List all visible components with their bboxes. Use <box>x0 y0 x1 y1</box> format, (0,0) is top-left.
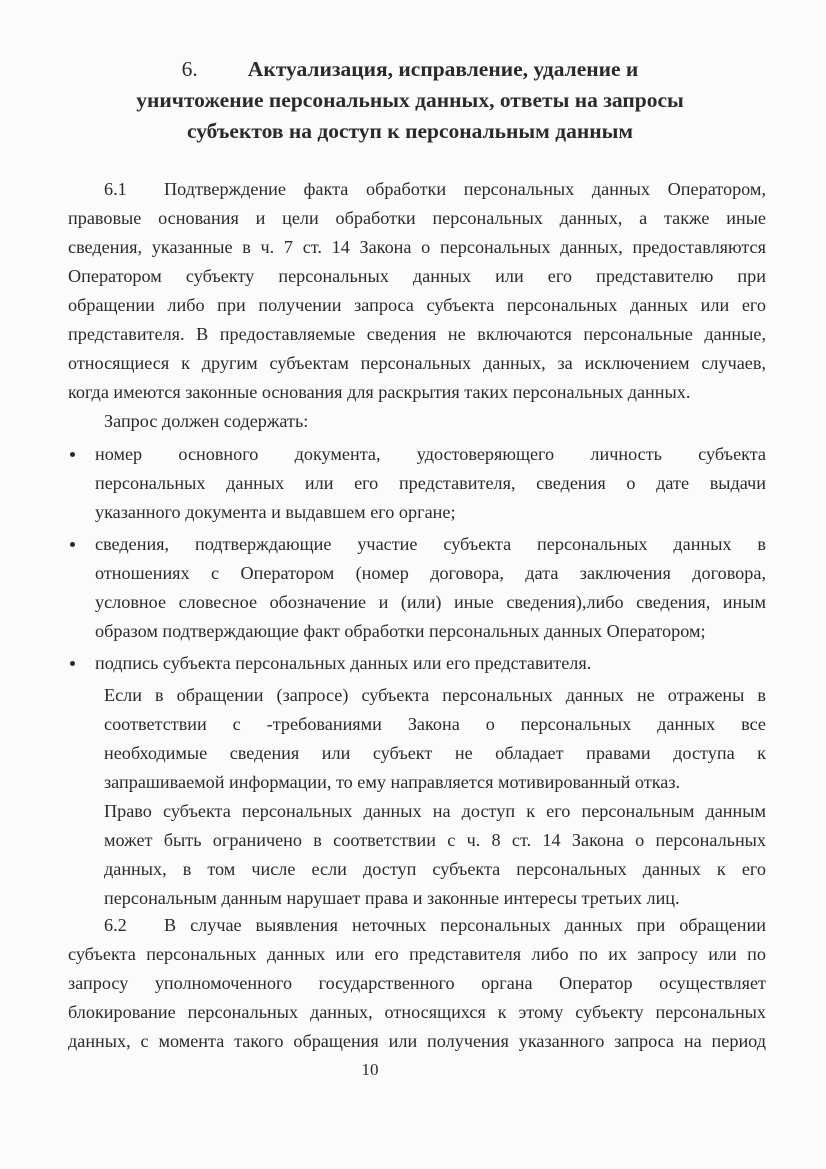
paragraph-line: соответствии с -требованиями Закона о персональных данных все <box>104 714 766 734</box>
list-item <box>68 649 766 678</box>
paragraph-line: может быть ограничено в соответствии с ч. 8 ст. 14 Закона о персональных <box>104 830 766 850</box>
line-text: В случае выявления неточных персональных данных при обращении <box>164 915 766 935</box>
bullet-line: номер основного документа, удостоверяющего личность субъекта <box>95 444 766 464</box>
paragraph-line: необходимые сведения или субъект не обладает правами доступа к <box>104 743 766 763</box>
bullet-line: персональных данных или его представителя, сведения о дате выдачи <box>95 473 766 493</box>
paragraph-line <box>68 911 766 940</box>
bullet-list <box>68 440 766 681</box>
paragraph-line: запрашиваемой информации, то ему направляется мотивированный отказ. <box>104 772 681 792</box>
paragraph-line: Право субъекта персональных данных на доступ к его персональным данным <box>104 801 766 821</box>
bullet-line: отношениях с Оператором (номер договора, дата заключения договора, <box>95 563 766 583</box>
paragraph-line: запросу уполномоченного государственного органа Оператор осуществляет <box>68 973 766 993</box>
list-item <box>68 440 766 527</box>
page-number: 10 <box>361 1060 379 1079</box>
paragraph-line <box>68 175 766 204</box>
heading-title-1: Актуализация, исправление, удаление и <box>247 57 639 81</box>
bullet-icon <box>70 661 75 666</box>
paragraph-line: когда имеются законные основания для раскрытия таких персональных данных. <box>68 382 691 402</box>
refusal-paragraph <box>104 681 766 797</box>
paragraph-line: субъекта персональных данных или его представителя либо по их запросу или по <box>68 944 766 964</box>
paragraph-line: данных, с момента такого обращения или получения указанного запроса на период <box>68 1031 766 1051</box>
bullet-line: образом подтверждающие факт обработки персональных данных Оператором; <box>95 621 706 641</box>
bullet-line: сведения, подтверждающие участие субъекта персональных данных в <box>95 534 766 554</box>
heading-number: 6. <box>181 57 198 81</box>
paragraph-line: обращении либо при получении запроса субъекта персональных данных или его <box>68 295 766 315</box>
paragraph-line: правовые основания и цели обработки персональных данных, а также иные <box>68 208 766 228</box>
heading-line-2: уничтожение персональных данных, ответы на запросы <box>136 88 684 112</box>
bullet-line: указанного документа и выдавшем его органе; <box>95 502 456 522</box>
bullet-line: подпись субъекта персональных данных или его представителя. <box>95 653 592 673</box>
paragraph-line: представителя. В предоставляемые сведения не включаются персональные данные, <box>68 324 766 344</box>
heading-line-1 <box>60 54 760 85</box>
paragraph-line: сведения, указанные в ч. 7 ст. 14 Закона о персональных данных, предоставляются <box>68 237 766 257</box>
paragraph-number: 6.1 <box>104 179 127 199</box>
paragraph-number: 6.2 <box>104 915 127 935</box>
section-heading <box>60 54 760 147</box>
paragraph-line: данных, в том числе если доступ субъекта персональных данных к его <box>104 859 766 879</box>
paragraph-line: блокирование персональных данных, относящихся к этому субъекту персональных <box>68 1002 766 1022</box>
paragraph-6-1 <box>68 175 766 436</box>
paragraph-6-2 <box>68 911 766 1056</box>
paragraph-line: Оператором субъекту персональных данных или его представителю при <box>68 266 766 286</box>
access-restriction-paragraph <box>104 797 766 913</box>
paragraph-line: Если в обращении (запросе) субъекта персональных данных не отражены в <box>104 685 766 705</box>
paragraph-line: относящиеся к другим субъектам персональных данных, за исключением случаев, <box>68 353 766 373</box>
line-text: Подтверждение факта обработки персональных данных Оператором, <box>164 179 766 199</box>
heading-line-3: субъектов на доступ к персональным данным <box>186 119 634 143</box>
bullet-icon <box>70 452 75 457</box>
bullet-icon <box>70 542 75 547</box>
paragraph-line: персональным данным нарушает права и законные интересы третьих лиц. <box>104 888 680 908</box>
request-intro: Запрос должен содержать: <box>104 411 309 431</box>
bullet-line: условное словесное обозначение и (или) иные сведения),либо сведения, иным <box>95 592 766 612</box>
list-item <box>68 530 766 646</box>
